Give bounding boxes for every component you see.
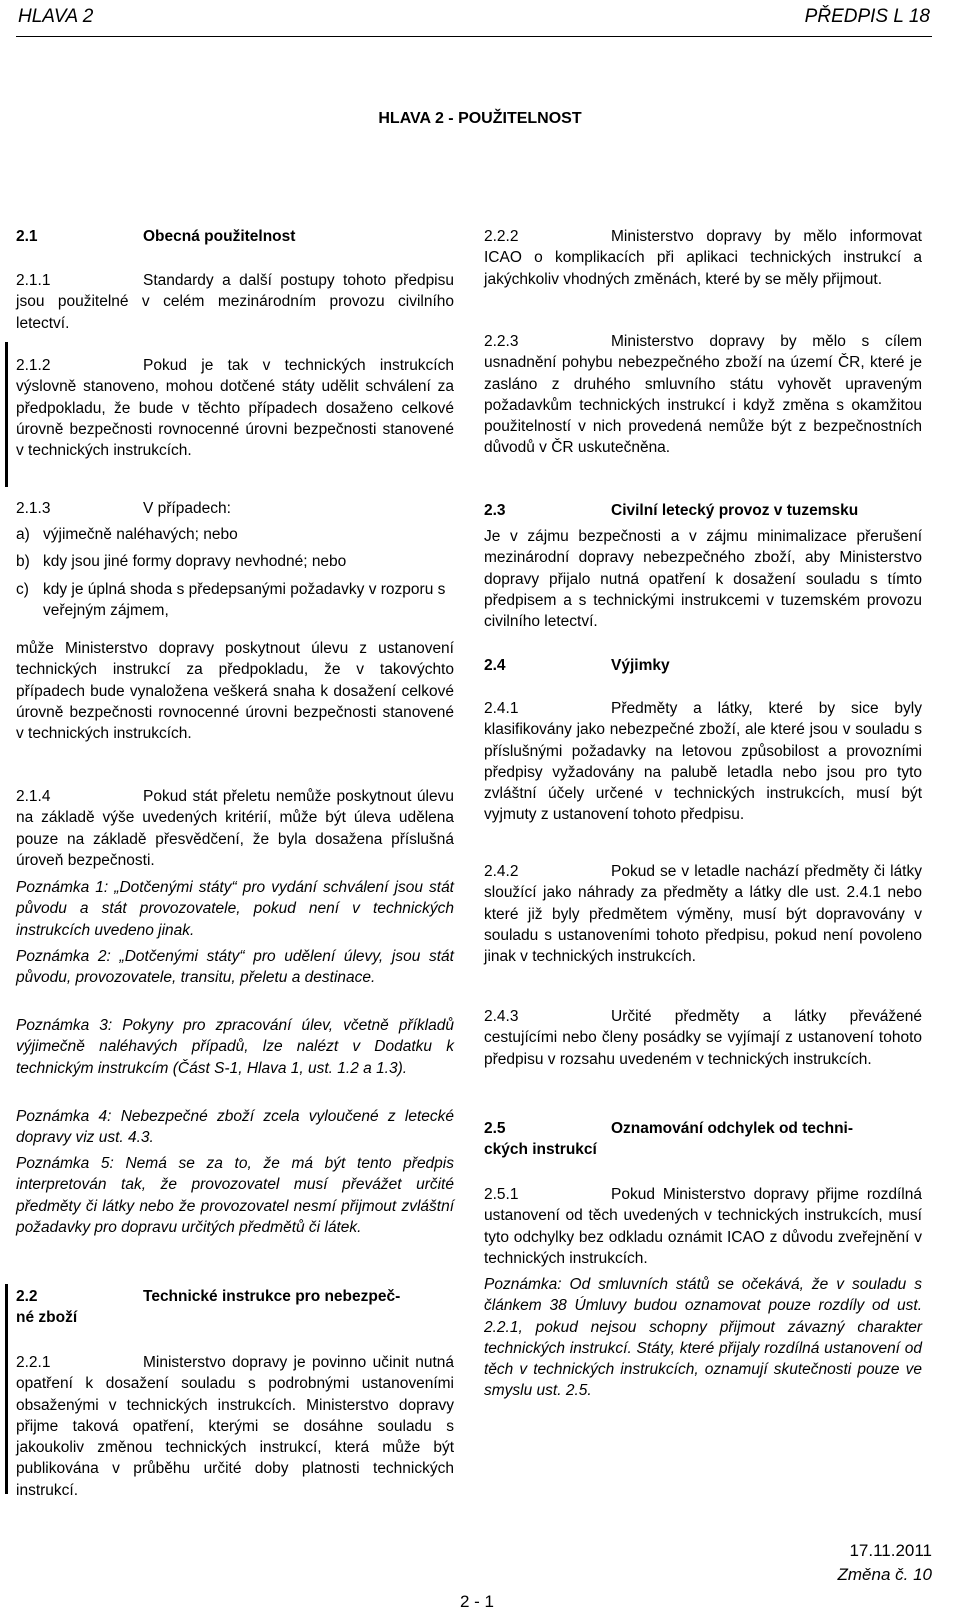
footer-date: 17.11.2011 (849, 1541, 932, 1560)
paragraph-2-2-3: 2.2.3 Ministerstvo dopravy by mělo s cílem usnadnění pohybu nebezpečného zboží na území ČR, které je zasláno z druhého smluvního státu vyhovět upraveným požadavkům technických instrukcí i když změna s okamžitou použitelností v nich provedená nemůže být z bezpečnostních důvodů v ČR uskutečněna. (484, 333, 922, 457)
footer-amendment: Změna č. 10 (837, 1565, 932, 1584)
paragraph-2-1-2: 2.1.2 Pokud je tak v technických instrukcích výslovně stanoveno, mohou dotčené státy udělit schválení za předpokladu, že bude v těchto případech dosaženo celkové úrovně bezpečnosti rovnocenné úrovni bezpečnosti stanovené v technických instrukcích. (16, 357, 454, 460)
header-regulation: PŘEDPIS L 18 (804, 6, 930, 27)
right-column (484, 0, 922, 1600)
paragraph-2-2-2: 2.2.2 Ministerstvo dopravy by mělo informovat ICAO o komplikacích při aplikaci technických instrukcí a jakýchkoliv vhodných změnách, které by se měly přijmout. (484, 228, 922, 288)
paragraph-2-1-3-continuation: může Ministerstvo dopravy poskytnout úlevu z ustanovení technických instrukcí za předpokladu, že v takovýchto případech bude vynaložena veškerá snaha k dosažení celkové úrovně bezpečnosti rovnocenné úrovni bezpečnosti stanovené v technických instrukcích. (16, 640, 454, 743)
paragraph-2-2-1: 2.2.1 Ministerstvo dopravy je povinno učinit nutná opatření k dosažení souladu s podrobnými ustanoveními obsaženými v technických instrukcích. Ministerstvo dopravy přijme taková opatření, kterými se dosáhne souladu s jakoukoliv změnou technických instrukcí, která může být publikována v průběhu určité doby platnosti technických instrukcí. (16, 1354, 454, 1499)
paragraph-2-1-1: 2.1.1 Standardy a další postupy tohoto předpisu jsou použitelné v celém mezinárodním provozu civilního letectví. (16, 272, 454, 332)
chapter-title: HLAVA 2 - POUŽITELNOST (378, 110, 582, 127)
paragraph-2-4-3: 2.4.3 Určité předměty a látky převážené cestujícími nebo členy posádky se vyjímají z ustanovení tohoto předpisu v rozsahu uvedeném v technických instrukcích. (484, 1008, 922, 1068)
exemption-cases-list (16, 524, 454, 627)
section-2-2-heading: 2.2 Technické instrukce pro nebezpeč- né zboží (16, 1288, 401, 1327)
note-2: Poznámka 2: „Dotčenými státy“ pro udělení úlevy, jsou stát původu, provozovatele, transitu, přeletu a destinace. (16, 948, 454, 987)
paragraph-2-1-4: 2.1.4 Pokud stát přeletu nemůže poskytnout úlevu na základě výše uvedených kritérií, může být úleva udělena pouze na základě přesvědčení, že byla dosažena příslušná úroveň bezpečnosti. (16, 788, 454, 869)
paragraph-2-1-3: 2.1.3 V případech: (16, 500, 231, 517)
list-item: a) výjimečně naléhavých; nebo (16, 526, 238, 543)
section-2-3-heading: 2.3 Civilní letecký provoz v tuzemsku (484, 502, 859, 519)
page-number: 2 - 1 (460, 1592, 495, 1611)
note-3: Poznámka 3: Pokyny pro zpracování úlev, včetně příkladů výjimečně naléhavých případů, lze nalézt v Dodatku k technickým instrukcím (Část S-1, Hlava 1, ust. 1.2 a 1.3). (16, 1017, 454, 1077)
paragraph-2-3: Je v zájmu bezpečnosti a v zájmu minimalizace přerušení mezinárodní dopravy nebezpečného zboží, aby Ministerstvo dopravy přijalo nutná opatření k dosažení souladu s tímto předpisem a s technickými instrukcemi v tuzemském provozu civilního letectví. (484, 528, 922, 631)
section-2-4-heading: 2.4 Výjimky (484, 657, 670, 674)
list-item: c) kdy je úplná shoda s předepsanými požadavky v rozporu s veřejným zájmem, (16, 580, 446, 619)
paragraph-2-4-1: 2.4.1 Předměty a látky, které by sice byly klasifikovány jako nebezpečné zboží, ale které jsou v souladu s příslušnými požadavky na letovou způsobilost a provozními předpisy vyžadovány na palubě letadla nebo jsou pro tyto zvláštní účely určené v technických instrukcích, musí být vyjmuty z ustanovení tohoto předpisu. (484, 700, 922, 824)
left-column (16, 0, 454, 1600)
paragraph-2-4-2: 2.4.2 Pokud se v letadle nachází předměty či látky sloužící jako náhrady za předměty a látky dle ust. 2.4.1 nebo které již byly předmětem výměny, musí být dopravovány v souladu s ustanoveními tohoto předpisu, pokud není povoleno jinak v technických instrukcích. (484, 863, 922, 966)
change-bar (5, 342, 8, 487)
note-2-5-1: Poznámka: Od smluvních států se očekává, že v souladu s článkem 38 Úmluvy budou oznamovat pouze rozdíly od ust. 2.2.1, pokud nejsou schopny přijmout závazný charakter technických instrukcí. Státy, které přijaly rozdílná ustanovení od těch v technických instrukcích, oznamují skutečnosti pouze ve smyslu ust. 2.5. (484, 1276, 922, 1400)
header-chapter: HLAVA 2 (18, 6, 94, 27)
note-4: Poznámka 4: Nebezpečné zboží zcela vyloučené z letecké dopravy viz ust. 4.3. (16, 1108, 454, 1147)
section-2-1-heading: 2.1 Obecná použitelnost (16, 228, 296, 245)
list-item: b) kdy jsou jiné formy dopravy nevhodné; nebo (16, 553, 347, 571)
section-2-5-heading: 2.5 Oznamování odchylek od techni- ckých instrukcí (484, 1120, 854, 1159)
note-1: Poznámka 1: „Dotčenými státy“ pro vydání schválení jsou stát původu a stát provozovatele, pokud není v technických instrukcích uvedeno jinak. (16, 879, 454, 939)
change-bar (5, 1284, 8, 1494)
paragraph-2-5-1: 2.5.1 Pokud Ministerstvo dopravy přijme rozdílná ustanovení od těch uvedených v technických instrukcích, musí tyto odchylky bez odkladu oznámit ICAO z důvodu zveřejnění v technických instrukcích. (484, 1186, 922, 1267)
note-5: Poznámka 5: Nemá se za to, že má být tento předpis interpretován tak, že provozovatel musí převážet určité předměty či látky nebo že provozovatel nesmí přijmout zvláštní požadavky pro dopravu určitých předmětů či látek. (16, 1155, 454, 1236)
